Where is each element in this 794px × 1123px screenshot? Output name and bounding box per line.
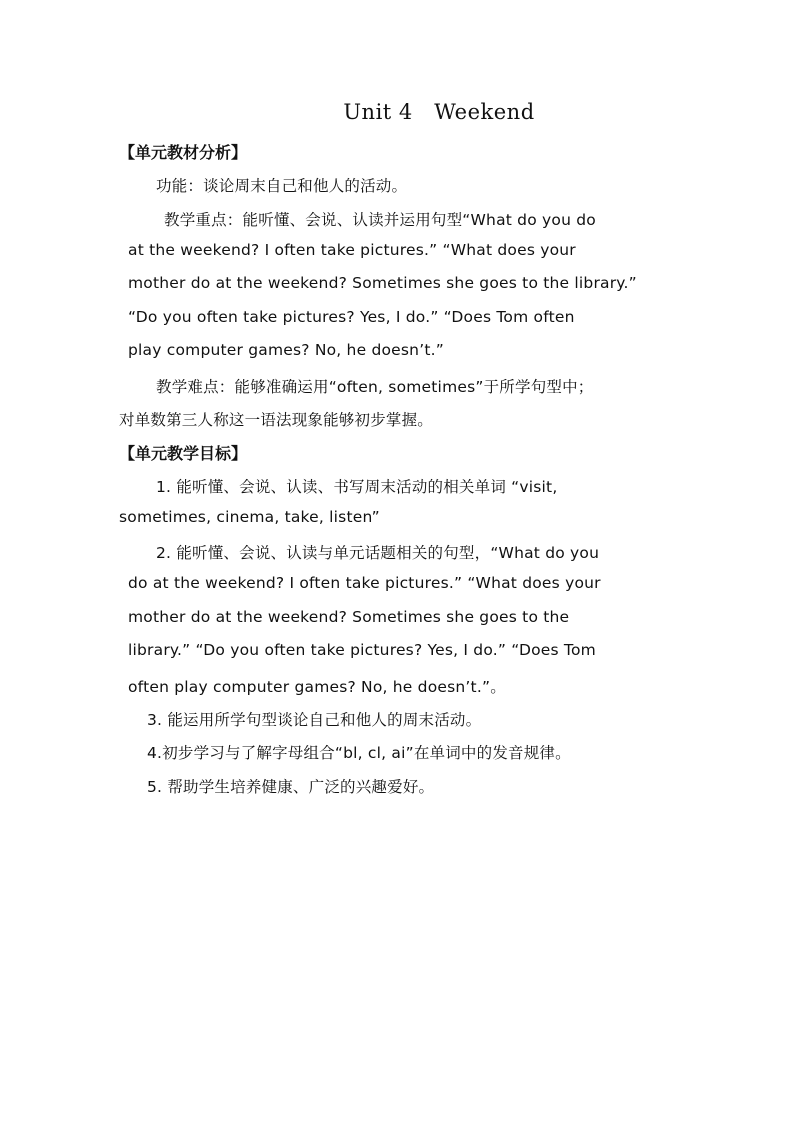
function-line: 功能：谈论周末自己和他人的活动。 bbox=[156, 177, 408, 195]
key-points-line-5: play computer games? No, he doesn’t.” bbox=[128, 341, 444, 359]
key-points-line-3: mother do at the weekend? Sometimes she goes to the library.” bbox=[128, 274, 637, 292]
goal-2-line-5: often play computer games? No, he doesn’t.”。 bbox=[128, 678, 506, 696]
section-heading-analysis: 【单元教材分析】 bbox=[119, 143, 248, 162]
goal-3: 3. 能运用所学句型谈论自己和他人的周末活动。 bbox=[147, 711, 482, 729]
key-points-line-4: “Do you often take pictures? Yes, I do.” “Does Tom often bbox=[128, 308, 575, 326]
goal-2-line-3: mother do at the weekend? Sometimes she goes to the bbox=[128, 608, 570, 626]
goal-4: 4.初步学习与了解字母组合“bl, cl, ai”在单词中的发音规律。 bbox=[147, 744, 571, 762]
goal-1-line-2: sometimes, cinema, take, listen” bbox=[119, 508, 380, 526]
difficult-points-line-2: 对单数第三人称这一语法现象能够初步掌握。 bbox=[119, 411, 434, 429]
key-points-line-1: 教学重点：能听懂、会说、认读并运用句型“What do you do bbox=[164, 211, 596, 229]
goal-2-line-4: library.” “Do you often take pictures? Yes, I do.” “Does Tom bbox=[128, 641, 596, 659]
goal-1-line-1: 1. 能听懂、会说、认读、书写周末活动的相关单词 “visit, bbox=[156, 478, 558, 496]
key-points-line-2: at the weekend? I often take pictures.” “What does your bbox=[128, 241, 576, 259]
goal-2-line-2: do at the weekend? I often take pictures.” “What does your bbox=[128, 574, 601, 592]
difficult-points-line-1: 教学难点：能够准确运用“often, sometimes”于所学句型中； bbox=[156, 378, 594, 396]
goal-5: 5. 帮助学生培养健康、广泛的兴趣爱好。 bbox=[147, 778, 435, 796]
page-title: Unit 4 Weekend bbox=[343, 100, 535, 124]
section-heading-goals: 【单元教学目标】 bbox=[119, 444, 248, 463]
goal-2-line-1: 2. 能听懂、会说、认读与单元话题相关的句型，“What do you bbox=[156, 544, 600, 562]
